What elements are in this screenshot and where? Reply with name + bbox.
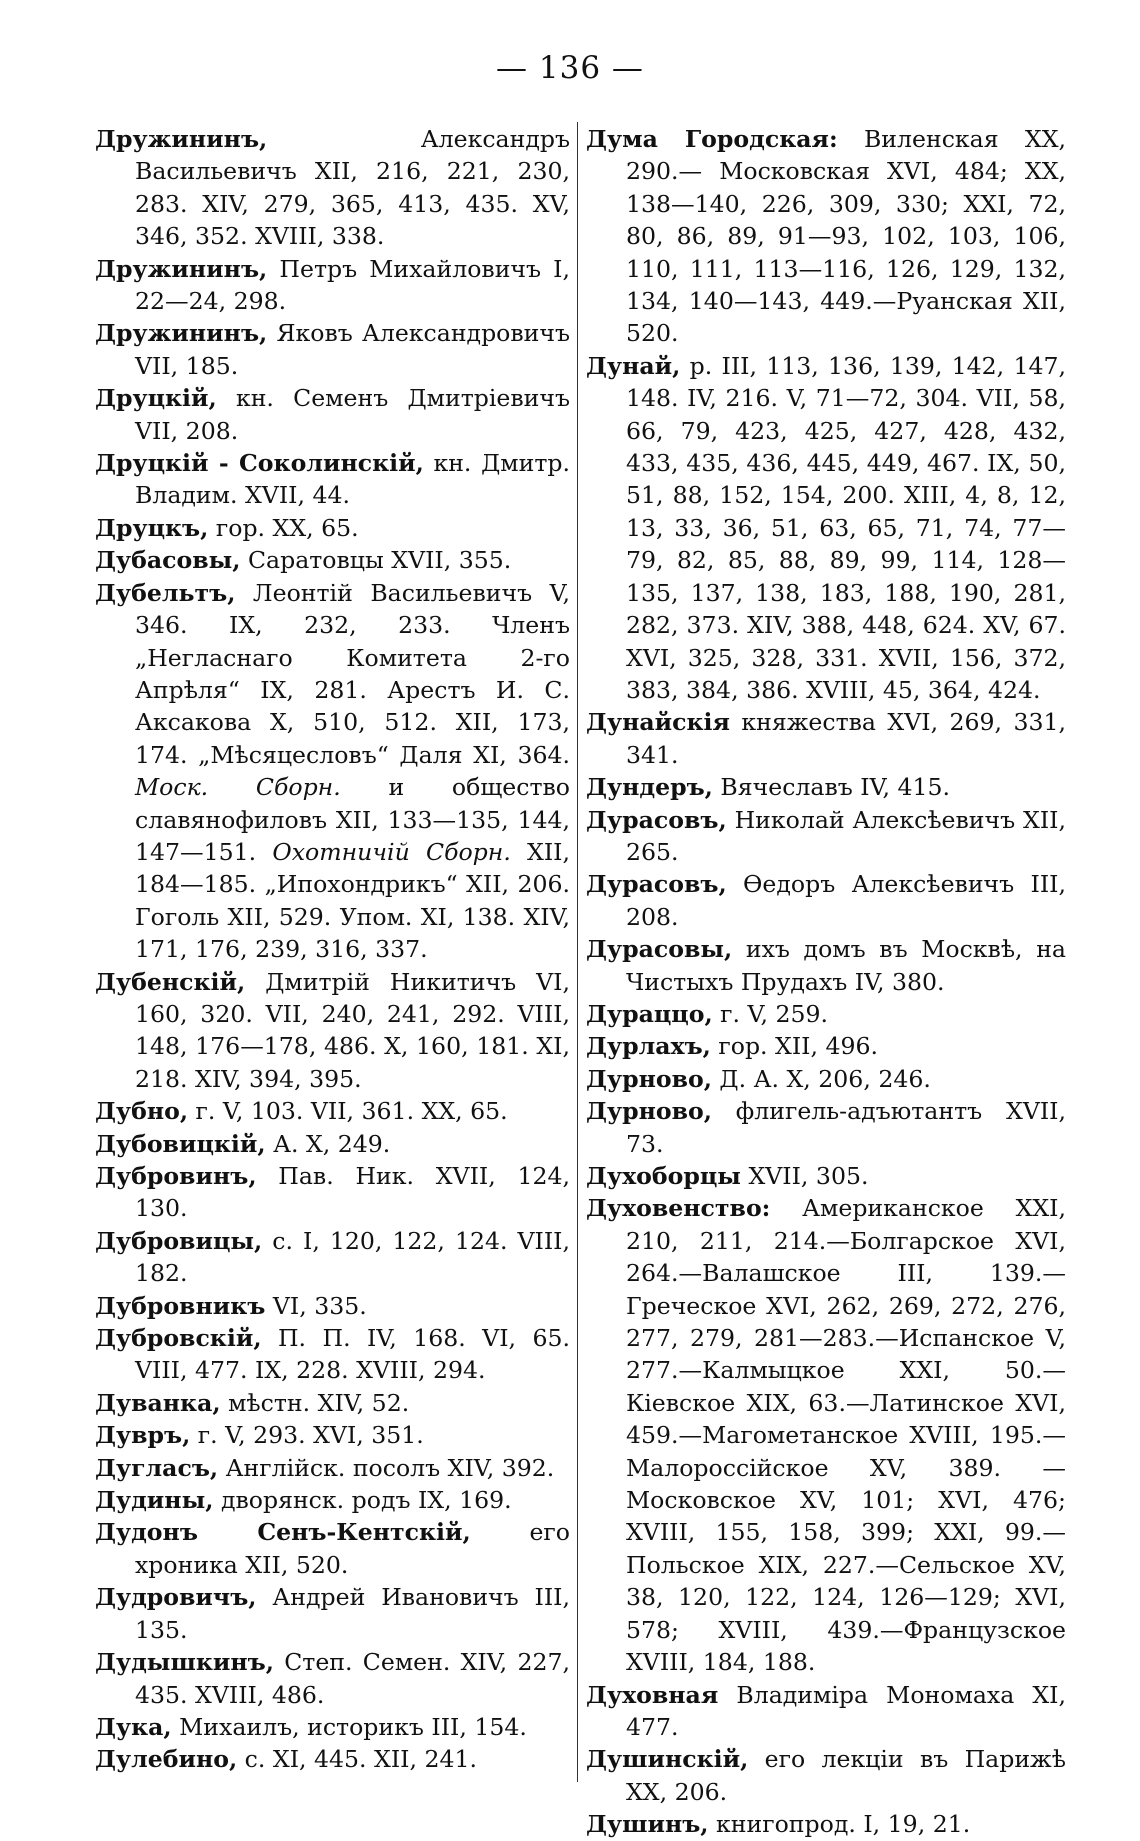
index-entry xyxy=(95,1516,570,1581)
index-entry xyxy=(586,1192,1066,1678)
entry-headword: Дувръ, xyxy=(95,1421,191,1450)
entry-text: Саратовцы XVII, 355. xyxy=(240,546,512,575)
entry-text: Вячеславъ IV, 415. xyxy=(712,773,951,802)
entry-text: Степ. Семен. XIV, 227, 435. XVIII, 486. xyxy=(135,1648,570,1709)
entry-headword: Дундеръ, xyxy=(586,773,713,802)
entry-text: Александръ Васильевичъ XII, 216, 221, 230, 283. XIV, 279, 365, 413, 435. XV, 346, 352. XVIII, 338. xyxy=(135,125,570,251)
column-divider xyxy=(577,122,578,1782)
index-entry xyxy=(95,1419,570,1451)
entry-headword: Дураццо, xyxy=(586,999,713,1028)
index-entry xyxy=(586,1160,1066,1192)
index-entry xyxy=(95,544,570,576)
index-entry xyxy=(95,1160,570,1225)
entry-text: VI, 335. xyxy=(265,1291,367,1320)
index-entry xyxy=(95,1711,570,1743)
index-entry xyxy=(95,1452,570,1484)
entry-headword: Дружининъ, xyxy=(95,125,268,153)
entry-headword: Дунайскія xyxy=(586,708,730,737)
index-entry xyxy=(95,123,570,253)
entry-headword: Дубельтъ, xyxy=(95,578,236,607)
entry-headword: Дубровникъ xyxy=(95,1291,266,1320)
entry-text: Американское XXI, 210, 211, 214.—Болгарское XVI, 264.—Валашское III, 139.—Греческое XVI, 262, 269, 272, 276, 277, 279, 281—283.—Испанское V, 277.—Калмыцкое XXI, 50.—Кіевское XIX, 63.—Латинское XVI, 459.—Магометанское XVIII, 195.—Малороссійское XV, 389. — Московское XV, 101; XVI, 476; XVIII, 155, 158, 399; XXI, 99.—Польское XIX, 227.—Сельское XV, 38, 120, 122, 124, 126—129; XVI, 578; XVIII, 439.—Французское XVIII, 184, 188. xyxy=(626,1194,1066,1677)
index-entry xyxy=(586,1679,1066,1744)
entry-headword: Дуванка, xyxy=(95,1388,221,1417)
index-entry xyxy=(95,253,570,318)
entry-headword: Дурлахъ, xyxy=(586,1032,711,1061)
index-entry xyxy=(586,706,1066,771)
entry-text: г. V, 259. xyxy=(712,999,828,1028)
index-entry xyxy=(95,1581,570,1646)
entry-text: Англійск. посолъ XIV, 392. xyxy=(218,1453,555,1482)
index-entry xyxy=(586,933,1066,998)
index-entry xyxy=(586,1808,1066,1840)
index-entry xyxy=(95,577,570,966)
index-entry xyxy=(586,123,1066,350)
entry-text: Виленская XX, 290.— Московская XVI, 484; XX, 138—140, 226, 309, 330; XXI, 72, 80, 86, 89, 91—93, 102, 103, 106, 110, 111, 113—116, 126, 129, 132, 134, 140—143, 449.—Руанская XII, 520. xyxy=(626,125,1066,348)
entry-headword: Духовная xyxy=(586,1680,719,1709)
entry-italic: Охотничій Сборн. xyxy=(272,837,511,866)
entry-headword: Дурасовъ, xyxy=(586,805,727,834)
entry-text: Пав. Ник. XVII, 124, 130. xyxy=(135,1162,570,1223)
index-entry xyxy=(95,1646,570,1711)
entry-headword: Дружининъ, xyxy=(95,319,268,348)
index-entry xyxy=(586,1063,1066,1095)
entry-text: гор. XII, 496. xyxy=(710,1032,879,1061)
entry-text: Яковъ Александровичъ VII, 185. xyxy=(135,319,570,380)
index-entry xyxy=(95,1095,570,1127)
entry-italic: Моск. Сборн. xyxy=(135,773,341,802)
index-entry xyxy=(586,868,1066,933)
entry-text: Владиміра Мономаха XI, 477. xyxy=(626,1680,1066,1741)
entry-headword: Дука, xyxy=(95,1712,172,1741)
entry-headword: Дурново, xyxy=(586,1097,712,1126)
entry-text: с. I, 120, 122, 124. VIII, 182. xyxy=(135,1226,570,1288)
entry-headword: Дурасовы, xyxy=(586,935,733,964)
index-entry xyxy=(586,771,1066,803)
entry-text: кн. Дмитр. Владим. XVII, 44. xyxy=(135,449,570,510)
entry-headword: Душинъ, xyxy=(586,1810,709,1839)
entry-headword: Дурасовъ, xyxy=(586,870,727,899)
entry-text: Леонтій Васильевичъ V, 346. IX, 232, 233. Членъ „Негласнаго Комитета 2-го Апрѣля“ IX, 281. Арестъ И. С. Аксакова X, 510, 512. XII, 173, 174. „Мѣсяцесловъ“ Даля XI, 364. xyxy=(135,578,570,769)
entry-text: дворянск. родъ IX, 169. xyxy=(213,1486,512,1515)
index-entry xyxy=(586,1743,1066,1808)
entry-headword: Душинскій, xyxy=(586,1745,749,1774)
entry-text: Ѳедоръ Алексѣевичъ III, 208. xyxy=(626,870,1066,931)
entry-headword: Дунай, xyxy=(586,351,681,380)
entry-headword: Друцкій - Соколинскій, xyxy=(95,449,424,478)
right-column xyxy=(586,123,1066,1841)
entry-text: г. V, 103. VII, 361. XX, 65. xyxy=(188,1097,508,1126)
entry-text: Михаилъ, историкъ III, 154. xyxy=(171,1712,527,1741)
entry-text: ихъ домъ въ Москвѣ, на Чистыхъ Прудахъ IV, 380. xyxy=(626,935,1066,996)
index-entry xyxy=(586,1030,1066,1062)
entry-text: П. П. IV, 168. VI, 65. VIII, 477. IX, 228. XVIII, 294. xyxy=(135,1324,570,1385)
entry-headword: Дудонъ Сенъ-Кентскій, xyxy=(95,1518,471,1547)
entry-headword: Дудышкинъ, xyxy=(95,1648,274,1677)
index-entry xyxy=(95,447,570,512)
entry-headword: Дружининъ, xyxy=(95,254,268,283)
entry-text: р. III, 113, 136, 139, 142, 147, 148. IV, 216. V, 71—72, 304. VII, 58, 66, 79, 423, 425, 427, 428, 432, 433, 435, 436, 445, 449, 467. IX, 50, 51, 88, 152, 154, 200. XIII, 4, 8, 12, 13, 33, 36, 51, 63, 65, 71, 74, 77—79, 82, 85, 88, 89, 99, 114, 128—135, 137, 138, 183, 188, 190, 281, 282, 373. XIV, 388, 448, 624. XV, 67. XVI, 325, 328, 331. XVII, 156, 372, 383, 384, 386. XVIII, 45, 364, 424. xyxy=(626,351,1066,704)
index-entry xyxy=(95,1290,570,1322)
entry-text: XII, 184—185. „Ипохондрикъ“ XII, 206. Гоголь XII, 529. Упом. XI, 138. XIV, 171, 176, 239, 316, 337. xyxy=(135,837,570,964)
entry-headword: Дубно, xyxy=(95,1097,189,1126)
entry-headword: Дудины, xyxy=(95,1486,214,1515)
index-entry xyxy=(586,804,1066,869)
entry-text: Дмитрій Никитичъ VI, 160, 320. VII, 240, 241, 292. VIII, 148, 176—178, 486. X, 160, 181. XI, 218. XIV, 394, 395. xyxy=(135,967,570,1093)
entry-headword: Дубровицы, xyxy=(95,1226,263,1255)
left-column xyxy=(95,123,570,1776)
entry-text: Д. А. X, 206, 246. xyxy=(711,1064,931,1093)
entry-text: Николай Алексѣевичъ XII, 265. xyxy=(626,805,1066,866)
entry-text: XVII, 305. xyxy=(740,1162,869,1190)
entry-headword: Дурново, xyxy=(586,1064,712,1093)
entry-headword: Дубасовы, xyxy=(95,546,241,575)
entry-headword: Друцкъ, xyxy=(95,513,209,542)
entry-headword: Дубровскій, xyxy=(95,1324,262,1353)
entry-text: гор. XX, 65. xyxy=(208,513,359,542)
index-entry xyxy=(95,512,570,544)
entry-text: Петръ Михайловичъ I, 22—24, 298. xyxy=(135,254,570,316)
entry-headword: Дугласъ, xyxy=(95,1453,219,1482)
entry-headword: Друцкій, xyxy=(95,384,217,413)
entry-text: его лекціи въ Парижѣ XX, 206. xyxy=(626,1745,1066,1806)
index-entry xyxy=(95,1322,570,1387)
index-entry xyxy=(586,350,1066,706)
entry-headword: Дубровинъ, xyxy=(95,1162,257,1190)
entry-text: А. X, 249. xyxy=(265,1129,391,1158)
index-entry xyxy=(95,1128,570,1160)
index-entry xyxy=(95,1743,570,1775)
entry-text: кн. Семенъ Дмитріевичъ VII, 208. xyxy=(135,384,570,445)
index-entry xyxy=(586,998,1066,1030)
index-entry xyxy=(95,382,570,447)
entry-headword: Дулебино, xyxy=(95,1745,238,1774)
entry-headword: Духоборцы xyxy=(586,1162,741,1190)
entry-headword: Дудровичъ, xyxy=(95,1583,257,1612)
entry-text: и общество славянофиловъ XII, 133—135, 144, 147—151. xyxy=(135,773,570,866)
entry-text: княжества XVI, 269, 331, 341. xyxy=(626,708,1066,769)
entry-text: флигель-адъютантъ XVII, 73. xyxy=(626,1097,1066,1158)
entry-headword: Дубенскій, xyxy=(95,967,246,996)
index-entry xyxy=(95,317,570,382)
index-entry xyxy=(95,966,570,1096)
entry-text: книгопрод. I, 19, 21. xyxy=(708,1810,971,1839)
page-number: — 136 — xyxy=(496,50,644,86)
index-entry xyxy=(95,1225,570,1290)
entry-headword: Дума Городская: xyxy=(586,125,838,153)
entry-text: г. V, 293. XVI, 351. xyxy=(190,1421,424,1450)
index-entry xyxy=(586,1095,1066,1160)
entry-text: с. XI, 445. XII, 241. xyxy=(237,1745,478,1774)
index-entry xyxy=(95,1484,570,1516)
entry-text: Андрей Ивановичъ III, 135. xyxy=(135,1583,570,1644)
index-entry xyxy=(95,1387,570,1419)
entry-text: его хроника XII, 520. xyxy=(135,1518,570,1579)
entry-text: мѣстн. XIV, 52. xyxy=(220,1388,410,1417)
entry-headword: Дубовицкій, xyxy=(95,1129,266,1158)
entry-headword: Духовенство: xyxy=(586,1194,771,1223)
